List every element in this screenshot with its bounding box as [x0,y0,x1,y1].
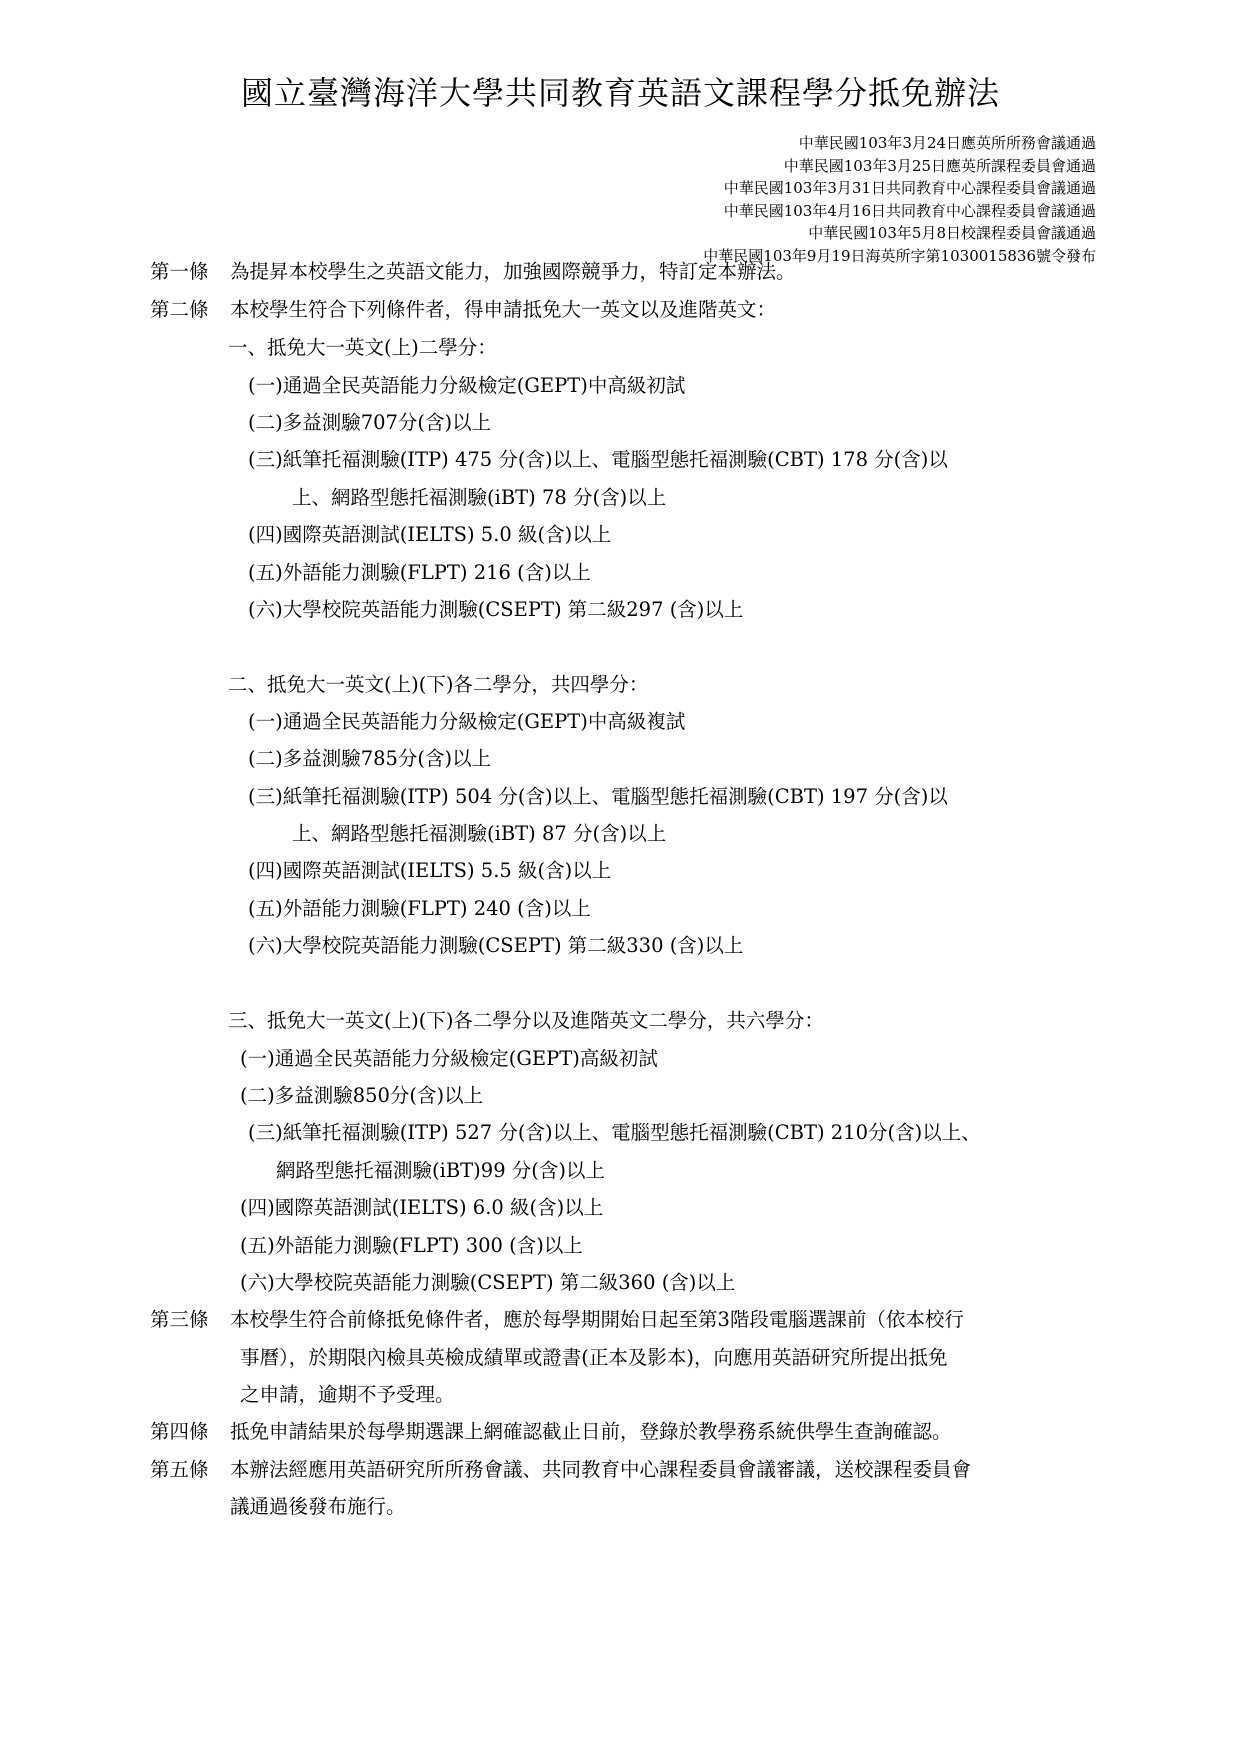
section-2-item-cont: 上、網路型態托福測驗(iBT) 87 分(含)以上 [292,822,667,845]
history-line: 中華民國103年3月24日應英所所務會議通過 [798,134,1096,152]
section-2-item: (二)多益測驗785分(含)以上 [248,747,492,770]
section-1-item: (三)紙筆托福測驗(ITP) 475 分(含)以上、電腦型態托福測驗(CBT) 178 分(含)以 [248,448,948,471]
section-2-item: (四)國際英語測試(IELTS) 5.5 級(含)以上 [248,859,612,882]
article-4-text: 抵免申請結果於每學期選課上網確認截止日前，登錄於教學務系統供學生查詢確認。 [230,1420,952,1443]
history-line: 中華民國103年4月16日共同教育中心課程委員會議通過 [723,201,1096,220]
section-3-item: (三)紙筆托福測驗(ITP) 527 分(含)以上、電腦型態托福測驗(CBT) 210分(含)以上、 [248,1121,981,1144]
article-5-text-cont: 議通過後發布施行。 [230,1495,406,1518]
section-3-item: (六)大學校院英語能力測驗(CSEPT) 第二級360 (含)以上 [240,1271,736,1294]
section-2-heading: 二、抵免大一英文(上)(下)各二學分，共四學分： [228,673,649,696]
section-1-item-cont: 上、網路型態托福測驗(iBT) 78 分(含)以上 [292,486,667,509]
article-2-text: 本校學生符合下列條件者，得申請抵免大一英文以及進階英文： [230,298,777,321]
article-1-text: 為提昇本校學生之英語文能力，加強國際競爭力，特訂定本辦法。 [230,260,796,283]
article-2-label: 第二條 [150,298,209,321]
section-3-item: (二)多益測驗850分(含)以上 [240,1084,484,1107]
section-1-item: (五)外語能力測驗(FLPT) 216 (含)以上 [248,561,591,584]
article-1-label: 第一條 [150,260,209,283]
section-1-item: (二)多益測驗707分(含)以上 [248,411,492,434]
section-1-item: (一)通過全民英語能力分級檢定(GEPT)中高級初試 [248,374,686,397]
history-line: 中華民國103年9月19日海英所字第1030015836號令發布 [703,246,1096,265]
section-3-heading: 三、抵免大一英文(上)(下)各二學分以及進階英文二學分，共六學分： [228,1009,824,1032]
section-3-item: (五)外語能力測驗(FLPT) 300 (含)以上 [240,1234,583,1257]
section-2-item: (六)大學校院英語能力測驗(CSEPT) 第二級330 (含)以上 [248,934,744,957]
section-1-item: (四)國際英語測試(IELTS) 5.0 級(含)以上 [248,523,612,546]
section-1-item: (六)大學校院英語能力測驗(CSEPT) 第二級297 (含)以上 [248,598,744,621]
history-line: 中華民國103年5月8日校課程委員會議通過 [808,224,1096,243]
history-line: 中華民國103年3月31日共同教育中心課程委員會議通過 [723,179,1096,198]
section-3-item: (四)國際英語測試(IELTS) 6.0 級(含)以上 [240,1196,604,1219]
article-3-text-cont: 事曆），於期限內檢具英檢成績單或證書(正本及影本)，向應用英語研究所提出抵免 [240,1346,948,1369]
section-1-heading: 一、抵免大一英文(上)二學分： [228,336,497,359]
document-title: 國立臺灣海洋大學共同教育英語文課程學分抵免辦法 [240,74,1000,112]
section-2-item: (三)紙筆托福測驗(ITP) 504 分(含)以上、電腦型態托福測驗(CBT) 197 分(含)以 [248,785,948,808]
article-3-text-cont: 之申請，逾期不予受理。 [240,1383,455,1406]
section-3-item-cont: 網路型態托福測驗(iBT)99 分(含)以上 [276,1159,606,1182]
article-4-label: 第四條 [150,1420,209,1443]
section-2-item: (五)外語能力測驗(FLPT) 240 (含)以上 [248,897,591,920]
history-line: 中華民國103年3月25日應英所課程委員會通過 [783,156,1096,175]
article-5-label: 第五條 [150,1458,209,1481]
article-3-text: 本校學生符合前條抵免條件者，應於每學期開始日起至第3階段電腦選課前（依本校行 [230,1308,964,1331]
article-5-text: 本辦法經應用英語研究所所務會議、共同教育中心課程委員會議審議，送校課程委員會 [230,1458,972,1481]
approval-history [703,132,1096,268]
section-2-item: (一)通過全民英語能力分級檢定(GEPT)中高級複試 [248,710,686,733]
article-3-label: 第三條 [150,1308,209,1331]
section-3-item: (一)通過全民英語能力分級檢定(GEPT)高級初試 [240,1047,658,1070]
